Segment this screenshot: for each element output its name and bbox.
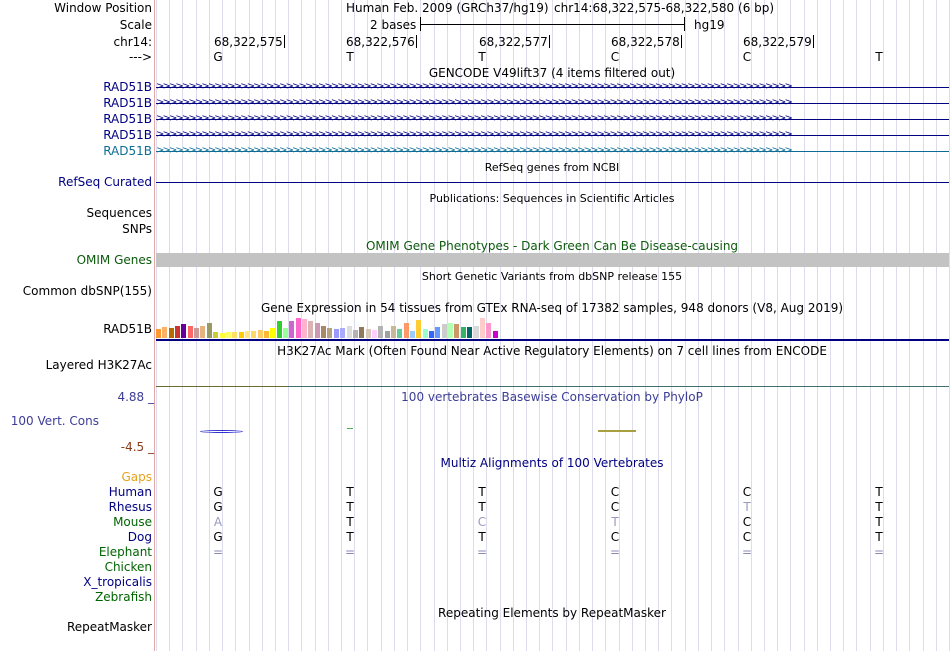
scale-bar-right-tick xyxy=(684,17,685,31)
refseq-gene-line[interactable] xyxy=(156,182,949,183)
aligned-base: T xyxy=(346,485,354,499)
gtex-tissue-bar xyxy=(353,330,358,338)
aligned-base: T xyxy=(346,500,354,514)
gtex-tissue-bar xyxy=(493,331,498,338)
gtex-tissue-bar xyxy=(372,330,377,338)
track-label-divider xyxy=(154,0,155,651)
coordinate-label: 68,322,575 xyxy=(214,35,283,49)
gtex-tissue-bar xyxy=(200,326,205,338)
gencode-strand-arrows: >>>>>>>>>>>>>>>>>>>>>>>>>>>>>>>>>>>>>>>>>>>>>>>>>>>>>>>>>>>>>>>>>>>>>>>>>>>>>>>>>>>>>>>>>>>>>>>>>> xyxy=(156,97,791,108)
gtex-tissue-bar xyxy=(226,332,231,338)
gencode-strand-arrows: >>>>>>>>>>>>>>>>>>>>>>>>>>>>>>>>>>>>>>>>>>>>>>>>>>>>>>>>>>>>>>>>>>>>>>>>>>>>>>>>>>>>>>>>>>>>>>>>>> xyxy=(156,129,791,140)
coordinate-tick xyxy=(416,35,417,48)
cons-score-t xyxy=(347,428,353,429)
coordinate-tick xyxy=(681,35,682,48)
coordinate-tick xyxy=(549,35,550,48)
cons-min-label: -4.5 _ xyxy=(120,440,154,454)
aligned-base: T xyxy=(875,515,883,529)
sequences-label[interactable]: Sequences xyxy=(86,206,152,220)
aligned-base: C xyxy=(742,515,752,529)
gtex-tissue-bar xyxy=(232,332,237,338)
gtex-tissue-bar xyxy=(423,329,428,338)
aligned-base: = xyxy=(344,545,356,559)
gtex-tissue-bar xyxy=(162,327,167,338)
gtex-tissue-bar xyxy=(385,331,390,338)
species-label[interactable]: Rhesus xyxy=(108,500,152,514)
gencode-strand-arrows: >>>>>>>>>>>>>>>>>>>>>>>>>>>>>>>>>>>>>>>>>>>>>>>>>>>>>>>>>>>>>>>>>>>>>>>>>>>>>>>>>>>>>>>>>>>>>>>>>> xyxy=(156,145,791,156)
scale-text: 2 bases xyxy=(370,18,417,32)
gtex-tissue-bar xyxy=(283,328,288,338)
scale-label: Scale xyxy=(119,18,152,32)
aligned-base: G xyxy=(213,500,223,514)
gtex-tissue-bar xyxy=(321,326,326,338)
gencode-title: GENCODE V49lift37 (4 items filtered out) xyxy=(428,66,676,80)
cons-max-label: 4.88 _ xyxy=(117,390,154,404)
gtex-tissue-bar xyxy=(334,329,339,338)
gtex-tissue-bar xyxy=(302,319,307,338)
gtex-tissue-bar xyxy=(461,327,466,338)
omim-gene-bar[interactable] xyxy=(156,253,949,267)
strand-label: ---> xyxy=(128,50,152,64)
gtex-tissue-bar xyxy=(308,321,313,338)
cons-label[interactable]: 100 Vert. Cons xyxy=(10,414,99,428)
aligned-base: T xyxy=(346,515,354,529)
gtex-tissue-bar xyxy=(239,332,244,338)
chrom-label: chr14: xyxy=(113,35,152,49)
refseq-label[interactable]: RefSeq Curated xyxy=(58,175,152,189)
gtex-tissue-bar xyxy=(156,329,161,338)
gtex-tissue-bar xyxy=(289,321,294,338)
aligned-base: T xyxy=(478,500,486,514)
gtex-tissue-bar xyxy=(448,323,453,338)
gencode-strand-arrows: >>>>>>>>>>>>>>>>>>>>>>>>>>>>>>>>>>>>>>>>>>>>>>>>>>>>>>>>>>>>>>>>>>>>>>>>>>>>>>>>>>>>>>>>>>>>>>>>>> xyxy=(156,113,791,124)
gtex-tissue-bar xyxy=(359,327,364,338)
dbsnp-subtitle: Short Genetic Variants from dbSNP release 155 xyxy=(421,270,683,283)
gtex-tissue-bar xyxy=(429,331,434,338)
multiz-title: Multiz Alignments of 100 Vertebrates xyxy=(440,456,664,470)
gtex-tissue-bar xyxy=(397,329,402,338)
aligned-base: = xyxy=(609,545,621,559)
gtex-tissue-bar xyxy=(270,328,275,338)
aligned-base: = xyxy=(212,545,224,559)
position-text: chr14:68,322,575-68,322,580 (6 bp) xyxy=(554,1,775,15)
aligned-base: C xyxy=(742,530,752,544)
cons-score-g xyxy=(200,430,243,433)
gencode-transcript-label[interactable]: RAD51B xyxy=(103,80,152,94)
aligned-base: T xyxy=(611,515,619,529)
gtex-label[interactable]: RAD51B xyxy=(103,322,152,336)
reference-base: C xyxy=(742,50,752,64)
scale-db: hg19 xyxy=(694,18,725,32)
gtex-tissue-bar xyxy=(442,324,447,338)
gtex-tissue-bar xyxy=(474,326,479,338)
h3k27ac-label[interactable]: Layered H3K27Ac xyxy=(45,358,152,372)
gtex-tissue-bar xyxy=(169,328,174,338)
omim-title: OMIM Gene Phenotypes - Dark Green Can Be Disease-causing xyxy=(365,239,739,253)
gtex-tissue-bar xyxy=(340,328,345,338)
h3k27ac-title: H3K27Ac Mark (Often Found Near Active Regulatory Elements) on 7 cell lines from ENCODE xyxy=(277,344,827,358)
aligned-base: T xyxy=(743,500,751,514)
species-label[interactable]: Zebrafish xyxy=(95,590,152,604)
gtex-tissue-bar xyxy=(347,326,352,338)
gencode-strand-arrows: >>>>>>>>>>>>>>>>>>>>>>>>>>>>>>>>>>>>>>>>>>>>>>>>>>>>>>>>>>>>>>>>>>>>>>>>>>>>>>>>>>>>>>>>>>>>>>>>>> xyxy=(156,81,791,92)
gtex-tissue-bar xyxy=(175,326,180,338)
gencode-transcript-label[interactable]: RAD51B xyxy=(103,112,152,126)
species-label[interactable]: Human xyxy=(108,485,152,499)
gencode-transcript-label[interactable]: RAD51B xyxy=(103,144,152,158)
dbsnp-label[interactable]: Common dbSNP(155) xyxy=(22,284,152,298)
aligned-base: = xyxy=(873,545,885,559)
reference-base: G xyxy=(213,50,223,64)
assembly-link[interactable]: Human Feb. 2009 (GRCh37/hg19) xyxy=(346,1,549,15)
gtex-tissue-bar xyxy=(454,324,459,338)
publications-subtitle: Publications: Sequences in Scientific Articles xyxy=(429,192,675,205)
cons-title: 100 vertebrates Basewise Conservation by PhyloP xyxy=(401,390,703,404)
coordinate-tick xyxy=(284,35,285,48)
species-label[interactable]: Dog xyxy=(127,530,152,544)
gtex-tissue-bar xyxy=(296,318,301,338)
gtex-tissue-bar xyxy=(404,323,409,338)
gencode-transcript-label[interactable]: RAD51B xyxy=(103,96,152,110)
gtex-tissue-bar xyxy=(327,328,332,338)
aligned-base: = xyxy=(741,545,753,559)
snps-label[interactable]: SNPs xyxy=(122,222,152,236)
aligned-base: T xyxy=(875,485,883,499)
aligned-base: C xyxy=(610,530,620,544)
repeatmasker-title: Repeating Elements by RepeatMasker xyxy=(438,606,666,620)
coordinate-tick xyxy=(813,35,814,48)
aligned-base: A xyxy=(213,515,223,529)
gtex-title: Gene Expression in 54 tissues from GTEx RNA-seq of 17382 samples, 948 donors (V8, Aug 2019) xyxy=(260,301,844,315)
reference-base: T xyxy=(346,50,354,64)
gtex-tissue-bar xyxy=(378,326,383,338)
refseq-subtitle: RefSeq genes from NCBI xyxy=(484,161,620,174)
cons-score-c xyxy=(598,430,636,432)
h3k27ac-signal-2 xyxy=(288,386,949,387)
window-position-label: Window Position xyxy=(54,1,152,15)
gtex-tissue-bar xyxy=(188,326,193,338)
aligned-base: C xyxy=(477,515,487,529)
gtex-tissue-bar xyxy=(181,324,186,338)
gtex-tissue-bar xyxy=(416,320,421,338)
gtex-tissue-bar xyxy=(480,318,485,338)
gtex-tissue-bar xyxy=(277,321,282,338)
aligned-base: T xyxy=(478,530,486,544)
gtex-tissue-bar xyxy=(391,326,396,338)
gtex-tissue-bar xyxy=(207,323,212,338)
gtex-tissue-bar xyxy=(194,328,199,338)
coordinate-label: 68,322,576 xyxy=(346,35,415,49)
species-label[interactable]: Mouse xyxy=(113,515,152,529)
gtex-tissue-bar xyxy=(258,330,263,338)
aligned-base: T xyxy=(875,530,883,544)
coordinate-label: 68,322,577 xyxy=(479,35,548,49)
gtex-tissue-bar xyxy=(366,329,371,338)
species-label[interactable]: Elephant xyxy=(98,545,152,559)
gtex-tissue-bar xyxy=(251,331,256,338)
aligned-base: T xyxy=(478,485,486,499)
coordinate-label: 68,322,578 xyxy=(611,35,680,49)
aligned-base: C xyxy=(742,485,752,499)
aligned-base: C xyxy=(610,500,620,514)
gaps-label[interactable]: Gaps xyxy=(121,470,152,484)
h3k27ac-signal-1 xyxy=(156,386,288,387)
aligned-base: G xyxy=(213,530,223,544)
gtex-tissue-bar xyxy=(220,333,225,338)
aligned-base: T xyxy=(346,530,354,544)
aligned-base: C xyxy=(610,485,620,499)
gtex-gene-line xyxy=(156,339,949,341)
gtex-tissue-bar xyxy=(264,331,269,338)
reference-base: T xyxy=(478,50,486,64)
reference-base: C xyxy=(610,50,620,64)
gtex-tissue-bar xyxy=(410,331,415,338)
aligned-base: G xyxy=(213,485,223,499)
gtex-tissue-bar xyxy=(435,327,440,338)
gtex-tissue-bar xyxy=(213,332,218,338)
aligned-base: T xyxy=(875,500,883,514)
species-label[interactable]: X_tropicalis xyxy=(83,575,152,589)
scale-bar xyxy=(420,24,685,25)
coordinate-label: 68,322,579 xyxy=(743,35,812,49)
gtex-tissue-bar xyxy=(486,323,491,338)
aligned-base: = xyxy=(476,545,488,559)
gtex-tissue-bar xyxy=(315,323,320,338)
gtex-tissue-bar xyxy=(245,331,250,338)
repeatmasker-label[interactable]: RepeatMasker xyxy=(66,620,152,634)
species-label[interactable]: Chicken xyxy=(104,560,152,574)
reference-base: T xyxy=(875,50,883,64)
omim-label[interactable]: OMIM Genes xyxy=(76,253,152,267)
gencode-transcript-label[interactable]: RAD51B xyxy=(103,128,152,142)
gtex-tissue-bar xyxy=(467,327,472,338)
